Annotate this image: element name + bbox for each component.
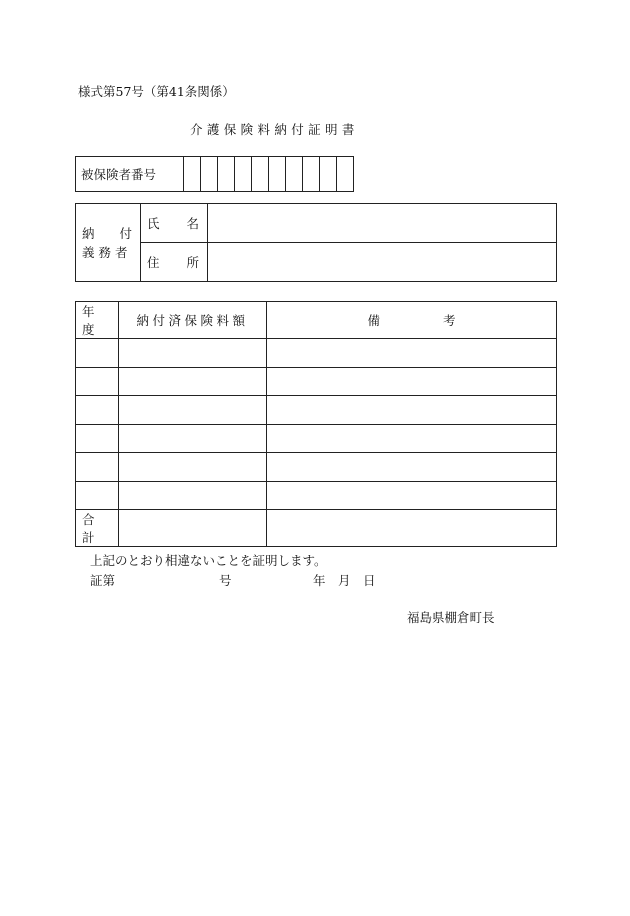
name-label	[141, 204, 208, 243]
obligor-char-1: 納	[82, 225, 95, 241]
table-row	[76, 339, 557, 368]
certification-statement: 上記のとおり相違ないことを証明します。	[90, 553, 327, 568]
address-label	[141, 243, 208, 282]
table-row	[76, 424, 557, 453]
note-char-1: 備	[367, 313, 381, 328]
insured-number-digit-box[interactable]	[235, 157, 252, 192]
column-header-year	[76, 302, 119, 339]
obligor-label	[76, 204, 141, 282]
cert-year: 年	[313, 573, 326, 588]
year-cell[interactable]	[76, 367, 119, 396]
name-label-char-1: 氏	[147, 216, 160, 231]
insured-number-digit-box[interactable]	[218, 157, 235, 192]
year-cell[interactable]	[76, 481, 119, 510]
payer-table	[75, 203, 557, 282]
total-amount-cell[interactable]	[119, 510, 267, 547]
table-row	[76, 453, 557, 482]
amount-cell[interactable]	[119, 339, 267, 368]
address-label-char-2: 所	[186, 255, 199, 270]
issuer-name: 福島県棚倉町長	[407, 610, 495, 625]
total-label	[76, 510, 119, 547]
total-label-text: 合 計	[82, 512, 104, 545]
address-field[interactable]	[208, 243, 557, 282]
amount-cell[interactable]	[119, 367, 267, 396]
year-cell[interactable]	[76, 396, 119, 425]
column-header-amount-text: 納付済保険料額	[136, 313, 249, 328]
total-note-cell[interactable]	[267, 510, 557, 547]
insured-number-digit-box[interactable]	[303, 157, 320, 192]
table-header-row	[76, 302, 557, 339]
insured-number-digit-box[interactable]	[201, 157, 218, 192]
insured-number-digit-box[interactable]	[269, 157, 286, 192]
cert-suffix: 号	[219, 573, 232, 588]
note-cell[interactable]	[267, 367, 557, 396]
note-cell[interactable]	[267, 396, 557, 425]
column-header-note	[267, 302, 557, 339]
table-row	[76, 367, 557, 396]
insured-number-digit-box[interactable]	[252, 157, 269, 192]
payment-table	[75, 301, 557, 547]
year-cell[interactable]	[76, 424, 119, 453]
amount-cell[interactable]	[119, 453, 267, 482]
year-cell[interactable]	[76, 453, 119, 482]
name-label-char-2: 名	[186, 216, 199, 231]
address-label-char-1: 住	[147, 255, 160, 270]
insured-number-label: 被保険者番号	[76, 157, 184, 192]
note-char-2: 考	[442, 313, 456, 328]
name-field[interactable]	[208, 204, 557, 243]
certificate-number-line	[90, 571, 390, 587]
column-header-amount	[119, 302, 267, 339]
column-header-year-text: 年 度	[82, 304, 102, 337]
insured-number-digit-box[interactable]	[286, 157, 303, 192]
note-cell[interactable]	[267, 339, 557, 368]
note-cell[interactable]	[267, 453, 557, 482]
table-row	[76, 481, 557, 510]
note-cell[interactable]	[267, 424, 557, 453]
cert-month: 月	[338, 573, 351, 588]
cert-prefix: 証第	[90, 573, 116, 588]
insured-number-digit-box[interactable]	[320, 157, 337, 192]
table-row	[76, 396, 557, 425]
amount-cell[interactable]	[119, 424, 267, 453]
note-cell[interactable]	[267, 481, 557, 510]
amount-cell[interactable]	[119, 396, 267, 425]
total-row	[76, 510, 557, 547]
obligor-line-2: 義 務 者	[82, 244, 128, 260]
obligor-char-2: 付	[119, 225, 132, 241]
insured-number-digit-box[interactable]	[337, 157, 354, 192]
year-cell[interactable]	[76, 339, 119, 368]
cert-day: 日	[363, 573, 376, 588]
amount-cell[interactable]	[119, 481, 267, 510]
insured-number-table	[75, 156, 354, 192]
document-title: 介 護 保 険 料 納 付 証 明 書	[190, 122, 355, 137]
form-number: 様式第57号（第41条関係）	[78, 84, 235, 99]
insured-number-digit-box[interactable]	[184, 157, 201, 192]
